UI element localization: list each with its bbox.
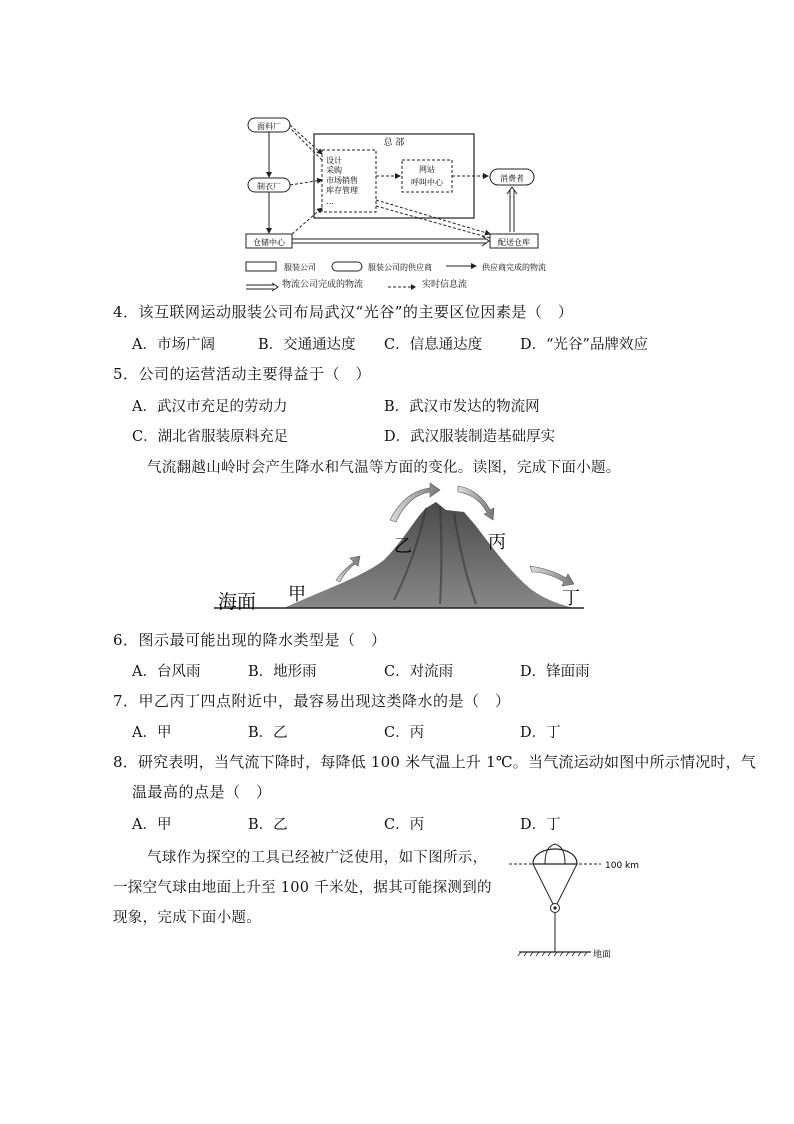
garment-factory: 制衣厂 [257, 182, 281, 191]
q5-option-c: C．湖北省服装原料充足 [132, 429, 289, 445]
question-8-line1: 8．研究表明，当气流下降时，每降低 100 米气温上升 1℃。当气流运动如图中所示情况时，气 [113, 753, 757, 771]
mountain-shape [284, 502, 574, 608]
q6-option-c: C．对流雨 [384, 664, 454, 680]
balloon-canopy-icon [533, 849, 577, 864]
logistics-diagram [240, 110, 580, 280]
intro-balloon-line3: 现象，完成下面小题。 [113, 910, 261, 926]
hq-title: 总 部 [383, 138, 405, 148]
q7-option-d: D．丁 [520, 725, 561, 741]
mountain-diagram [214, 480, 594, 615]
func-sales: 市场销售 [326, 176, 358, 185]
legend-row-2 [244, 278, 574, 297]
q7-option-c: C．丙 [384, 725, 425, 741]
q6-option-a: A．台风雨 [132, 664, 201, 680]
storage-center: 仓储中心 [253, 238, 285, 247]
legend-supplier: 服装公司的供应商 [368, 263, 432, 272]
q5-option-b: B．武汉市发达的物流网 [384, 399, 540, 415]
consumer: 消费者 [500, 174, 524, 183]
q8-option-b: B．乙 [248, 817, 288, 833]
q4-option-b: B．交通通达度 [258, 337, 356, 353]
q4-option-d: D．“光谷”品牌效应 [520, 337, 648, 353]
q6-option-b: B．地形雨 [248, 664, 317, 680]
question-4: 4．该互联网运动服装公司布局武汉“光谷”的主要区位因素是（ ） [113, 303, 574, 321]
func-design: 设计 [326, 156, 342, 165]
q6-option-d: D．锋面雨 [520, 664, 590, 680]
q5-option-d: D．武汉服装制造基础厚实 [384, 429, 556, 445]
q8-option-a: A．甲 [132, 817, 172, 833]
intro-mountain: 气流翻越山岭时会产生降水和气温等方面的变化。读图，完成下面小题。 [147, 460, 621, 476]
point-yi: 乙 [394, 536, 412, 557]
func-inventory: 库存管理 [326, 186, 358, 195]
downslope-arrow [530, 566, 574, 586]
altitude-label: 100 km [605, 861, 640, 871]
q8-option-d: D．丁 [520, 817, 561, 833]
website-label: 网站 [419, 165, 435, 174]
q4-option-c: C．信息通达度 [384, 337, 483, 353]
q4-option-a: A．市场广阔 [132, 337, 215, 353]
q7-option-a: A．甲 [132, 725, 172, 741]
legend-info-flow: 实时信息流 [422, 280, 468, 290]
intro-balloon-line2: 一探空气球由地面上升至 100 千米处，据其可能探测到的 [113, 880, 492, 896]
question-7: 7．甲乙丙丁四点附近中，最容易出现这类降水的是（ ） [113, 692, 511, 710]
callcenter-label: 呼叫中心 [411, 178, 443, 187]
ground-label: 地面 [593, 950, 612, 960]
intro-balloon-line1: 气球作为探空的工具已经被广泛使用，如下图所示， [147, 850, 488, 866]
legend-company-flow: 物流公司完成的物流 [282, 280, 364, 290]
q5-option-a: A．武汉市充足的劳动力 [132, 399, 288, 415]
q7-option-b: B．乙 [248, 725, 288, 741]
func-purchase: 采购 [326, 166, 342, 175]
legend-company: 服装公司 [284, 263, 316, 272]
question-8-line2: 温最高的点是（ ） [132, 783, 272, 801]
question-5: 5．公司的运营活动主要得益于（ ） [113, 365, 372, 383]
point-bing: 丙 [488, 532, 506, 553]
func-more: … [326, 197, 334, 206]
sea-label: 海面 [218, 591, 257, 613]
question-6: 6．图示最可能出现的降水类型是（ ） [113, 631, 387, 649]
fabric-factory: 面料厂 [257, 122, 281, 131]
distribution-warehouse: 配送仓库 [498, 238, 530, 247]
balloon-diagram [505, 836, 645, 966]
point-ding: 丁 [562, 588, 580, 609]
q8-option-c: C．丙 [384, 817, 425, 833]
legend-supplier-flow: 供应商完成的物流 [482, 263, 546, 272]
point-jia: 甲 [288, 584, 306, 605]
